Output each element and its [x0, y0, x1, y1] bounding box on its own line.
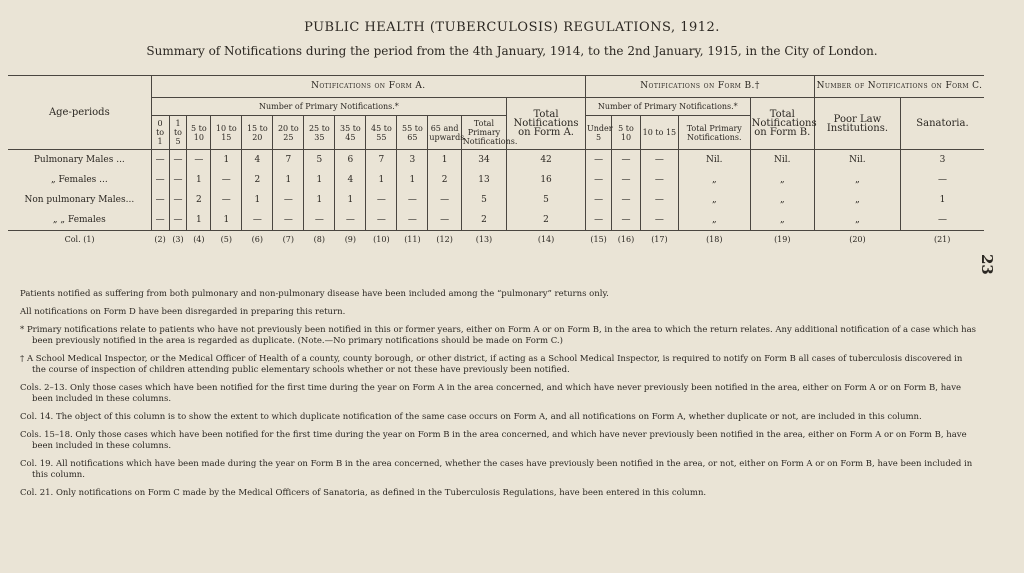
table-cell: —	[612, 190, 641, 210]
table-cell: „	[814, 190, 900, 210]
table-cell: 16	[507, 170, 586, 190]
table-cell: „	[750, 190, 814, 210]
table-cell: 4	[335, 170, 366, 190]
table-cell: 7	[366, 150, 397, 171]
table-cell: —	[211, 170, 242, 190]
table-cell: „	[814, 210, 900, 231]
table-cell: „	[678, 170, 750, 190]
total-form-b-header: Total Notifications on Form B.	[750, 98, 814, 150]
column-number: (7)	[273, 231, 304, 248]
table-cell: —	[585, 150, 611, 171]
table-cell: —	[273, 210, 304, 231]
table-cell: 1	[211, 150, 242, 171]
age-column-header: 5 to 10	[187, 116, 211, 150]
table-cell: —	[397, 210, 428, 231]
table-cell: Nil.	[678, 150, 750, 171]
note: Col. 19. All notifications which have been made during the year on Form B in the area concerned, whether the cases have previously been notified in the area, or not, either on Form A or on Form B, have been included in this column.	[20, 459, 973, 480]
row-label: Pulmonary Males ...	[8, 150, 151, 171]
table-cell: —	[169, 210, 187, 231]
sanatoria-header: Sanatoria.	[900, 98, 984, 150]
age-column-header: 5 to 10	[612, 116, 641, 150]
table-cell: 34	[461, 150, 506, 171]
column-number: (17)	[640, 231, 678, 248]
age-column-header: 55 to 65	[397, 116, 428, 150]
table-cell: —	[397, 190, 428, 210]
column-number: (5)	[211, 231, 242, 248]
age-column-header: 35 to 45	[335, 116, 366, 150]
table-cell: 1	[242, 190, 273, 210]
note: Patients notified as suffering from both pulmonary and non-pulmonary disease have been included among the “pulmonary” returns only.	[20, 289, 609, 299]
column-number: (15)	[585, 231, 611, 248]
age-column-header: Total Primary Notifications.	[461, 116, 506, 150]
note: Col. 21. Only notifications on Form C made by the Medical Officers of Sanatoria, as defined in the Tuberculosis Regulations, have been entered in this column.	[20, 488, 707, 498]
column-number: (11)	[397, 231, 428, 248]
table-cell: 2	[428, 170, 461, 190]
primary-a-header: Number of Primary Notifications.*	[151, 98, 506, 116]
table-cell: „	[678, 210, 750, 231]
table-cell: 2	[507, 210, 586, 231]
table-cell: 1	[304, 190, 335, 210]
column-number: Col. (1)	[8, 231, 151, 248]
note: * Primary notifications relate to patients who have not previously been notified in this or former years, either on Form A or on Form B, in the area to which the return relates. Any additional notification of a case which has been previously notified in the area is regarded as duplicate. (Note.—No primary notifications should be made on Form C.)	[20, 325, 977, 346]
column-number: (18)	[678, 231, 750, 248]
column-number: (14)	[507, 231, 586, 248]
age-column-header: 10 to 15	[640, 116, 678, 150]
table-cell: —	[211, 190, 242, 210]
age-column-header: 10 to 15	[211, 116, 242, 150]
footnotes	[20, 289, 978, 506]
table-cell: —	[169, 190, 187, 210]
table-cell: —	[366, 190, 397, 210]
row-label: Non pulmonary Males...	[8, 190, 151, 210]
form-c-header: Number of Notifications on Form C.	[814, 76, 984, 98]
notifications-table	[8, 75, 984, 247]
table-cell: 2	[461, 210, 506, 231]
table-cell: 1	[428, 150, 461, 171]
table-cell: 13	[461, 170, 506, 190]
age-column-header: 20 to 25	[273, 116, 304, 150]
table-cell: 2	[187, 190, 211, 210]
table-cell: 2	[242, 170, 273, 190]
table-cell: —	[640, 170, 678, 190]
row-label: „ „ Females	[8, 210, 151, 231]
column-number-row	[8, 231, 984, 248]
note: Cols. 15–18. Only those cases which have been notified for the first time during the year on Form B in the area concerned, and which have never previously been notified in the area, either on Form A or on Form B, have been included in these columns.	[20, 430, 967, 451]
column-number: (6)	[242, 231, 273, 248]
table-cell: —	[640, 210, 678, 231]
page-subtitle: Summary of Notifications during the period from the 4th January, 1914, to the 2nd January, 1915, in the City of London.	[146, 44, 878, 58]
table-cell: —	[169, 150, 187, 171]
page-title: PUBLIC HEALTH (TUBERCULOSIS) REGULATIONS, 1912.	[304, 20, 720, 35]
table-cell: —	[304, 210, 335, 231]
column-number: (3)	[169, 231, 187, 248]
table-cell: „	[750, 170, 814, 190]
table-cell: 1	[304, 170, 335, 190]
column-number: (4)	[187, 231, 211, 248]
table-cell: —	[640, 190, 678, 210]
column-number: (12)	[428, 231, 461, 248]
table-row	[8, 210, 984, 231]
column-number: (20)	[814, 231, 900, 248]
table-cell: —	[273, 190, 304, 210]
table-cell: —	[151, 190, 169, 210]
table-cell: 1	[397, 170, 428, 190]
table-cell: —	[585, 210, 611, 231]
page-number: 23	[978, 254, 996, 275]
table-row	[8, 150, 984, 171]
table-cell: 1	[939, 195, 946, 205]
table-cell: —	[335, 210, 366, 231]
age-column-header: 65 and upwards	[428, 116, 461, 150]
form-b-header: Notifications on Form B.†	[585, 76, 814, 98]
form-a-header: Notifications on Form A.	[151, 76, 585, 98]
age-column-header: 15 to 20	[242, 116, 273, 150]
table-row	[8, 190, 984, 210]
table-cell: 3	[939, 155, 946, 165]
age-column-header: Total Primary Notifications.	[678, 116, 750, 150]
total-form-a-header: Total Notifications on Form A.	[507, 98, 586, 150]
poor-law-header: Poor Law Institutions.	[814, 98, 900, 150]
age-column-header: 45 to 55	[366, 116, 397, 150]
column-number: (16)	[612, 231, 641, 248]
column-number: (9)	[335, 231, 366, 248]
table-cell: —	[937, 215, 947, 225]
note: Cols. 2–13. Only those cases which have been notified for the first time during the year on Form A in the area concerned, and which have never previously been notified in the area, either on Form A or on Form B, have been included in these columns.	[20, 383, 962, 404]
table-cell: —	[612, 210, 641, 231]
table-cell: Nil.	[750, 150, 814, 171]
table-cell: „	[814, 170, 900, 190]
column-number: (21)	[900, 231, 984, 248]
table-cell: —	[585, 190, 611, 210]
table-cell: 5	[507, 190, 586, 210]
table-cell: „	[678, 190, 750, 210]
age-periods-header: Age-periods	[8, 76, 151, 150]
table-cell: —	[151, 150, 169, 171]
column-number: (2)	[151, 231, 169, 248]
column-number: (10)	[366, 231, 397, 248]
table-cell: —	[169, 170, 187, 190]
table-cell: 4	[242, 150, 273, 171]
table-cell: 1	[335, 190, 366, 210]
table-cell: —	[187, 150, 211, 171]
table-cell: —	[366, 210, 397, 231]
table-cell: 5	[461, 190, 506, 210]
table-cell: —	[428, 210, 461, 231]
table-cell: 1	[273, 170, 304, 190]
table-cell: 1	[211, 210, 242, 231]
table-cell: 5	[304, 150, 335, 171]
note: † A School Medical Inspector, or the Medical Officer of Health of a county, county borough, or other district, if acting as a School Medical Inspector, is required to notify on Form B all cases of tuberculosis discovered in the course of inspection of children attending public elementary schools whether or not these have previously been notified.	[20, 354, 963, 375]
table-cell: 7	[273, 150, 304, 171]
table-cell: 1	[187, 210, 211, 231]
table-cell: —	[640, 150, 678, 171]
table-cell: 42	[507, 150, 586, 171]
table-cell: 1	[366, 170, 397, 190]
table-cell: 6	[335, 150, 366, 171]
table-cell: —	[612, 170, 641, 190]
table-row	[8, 170, 984, 190]
table-cell: —	[428, 190, 461, 210]
table-cell: —	[151, 210, 169, 231]
table-cell: —	[612, 150, 641, 171]
note: All notifications on Form D have been disregarded in preparing this return.	[20, 307, 346, 317]
table-cell: 1	[187, 170, 211, 190]
column-number: (19)	[750, 231, 814, 248]
row-label: „ Females ...	[8, 170, 151, 190]
age-column-header: 25 to 35	[304, 116, 335, 150]
table-cell: —	[585, 170, 611, 190]
age-column-header: Under 5	[585, 116, 611, 150]
age-column-header: 1 to 5	[169, 116, 187, 150]
column-number: (13)	[461, 231, 506, 248]
primary-b-header: Number of Primary Notifications.*	[585, 98, 750, 116]
age-column-header: 0 to 1	[151, 116, 169, 150]
note: Col. 14. The object of this column is to show the extent to which duplicate notification of the same case occurs on Form A, and all notifications on Form A, whether duplicate or not, are included in this column.	[20, 412, 922, 422]
table-cell: Nil.	[814, 150, 900, 171]
column-number: (8)	[304, 231, 335, 248]
table-cell: —	[151, 170, 169, 190]
table-cell: 3	[397, 150, 428, 171]
table-cell: „	[750, 210, 814, 231]
table-cell: —	[937, 175, 947, 185]
table-cell: —	[242, 210, 273, 231]
